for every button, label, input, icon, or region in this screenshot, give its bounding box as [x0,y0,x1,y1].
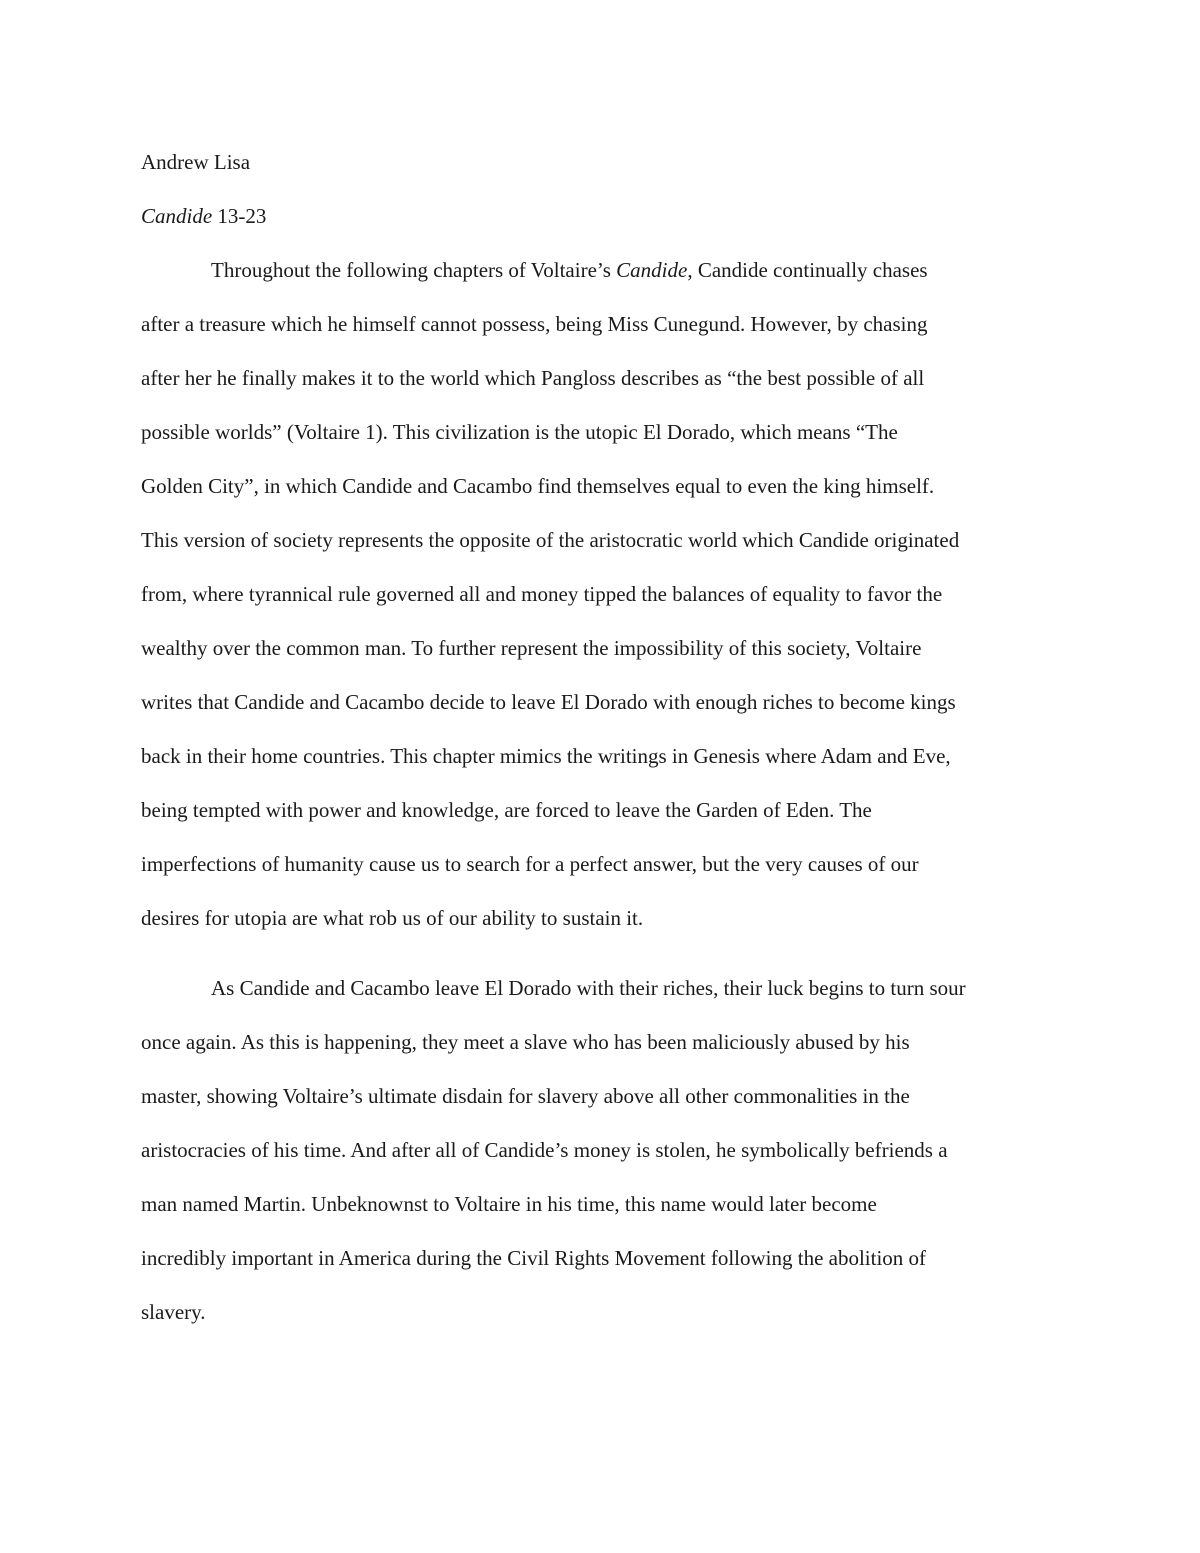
paragraph-line: being tempted with power and knowledge, are forced to leave the Garden of Eden. The [141,798,872,822]
paragraph-line: aristocracies of his time. And after all of Candide’s money is stolen, he symbolically befriends a [141,1138,948,1162]
paragraph-line: Throughout the following chapters of Voltaire’s Candide, Candide continually chases [211,258,928,282]
paragraph-line: slavery. [141,1300,206,1324]
paragraph-line: writes that Candide and Cacambo decide to leave El Dorado with enough riches to become kings [141,690,956,714]
paragraph-line: Golden City”, in which Candide and Cacambo find themselves equal to even the king himself. [141,474,935,498]
assignment-title [141,189,1063,243]
paragraph-line: possible worlds” (Voltaire 1). This civilization is the utopic El Dorado, which means “The [141,420,898,444]
document-body [141,135,1063,1339]
paragraph-line: master, showing Voltaire’s ultimate disdain for slavery above all other commonalities in the [141,1084,910,1108]
title-chapters: 13-23 [212,204,267,228]
paragraph-spacer [141,945,1063,961]
paragraph-line: from, where tyrannical rule governed all and money tipped the balances of equality to favor the [141,582,943,606]
paragraph-line: man named Martin. Unbeknownst to Voltaire in his time, this name would later become [141,1192,877,1216]
paragraph-line: once again. As this is happening, they meet a slave who has been maliciously abused by his [141,1030,910,1054]
paragraph-line: after her he finally makes it to the world which Pangloss describes as “the best possible of all [141,366,925,390]
title-italic: Candide [141,204,213,228]
paragraph-1 [141,243,1063,945]
paragraph-2 [141,961,1063,1339]
paragraph-line: desires for utopia are what rob us of our ability to sustain it. [141,906,644,930]
paragraph-line: back in their home countries. This chapter mimics the writings in Genesis where Adam and Eve, [141,744,951,768]
paragraph-line: As Candide and Cacambo leave El Dorado with their riches, their luck begins to turn sour [211,976,966,1000]
paragraph-line: after a treasure which he himself cannot possess, being Miss Cunegund. However, by chasing [141,312,928,336]
paragraph-line: imperfections of humanity cause us to search for a perfect answer, but the very causes of our [141,852,919,876]
work-title-italic: Candide [616,258,688,282]
paragraph-line: incredibly important in America during the Civil Rights Movement following the abolition of [141,1246,927,1270]
author-name: Andrew Lisa [141,150,251,174]
paragraph-line: wealthy over the common man. To further represent the impossibility of this society, Voltaire [141,636,922,660]
paragraph-line: This version of society represents the opposite of the aristocratic world which Candide originated [141,528,960,552]
